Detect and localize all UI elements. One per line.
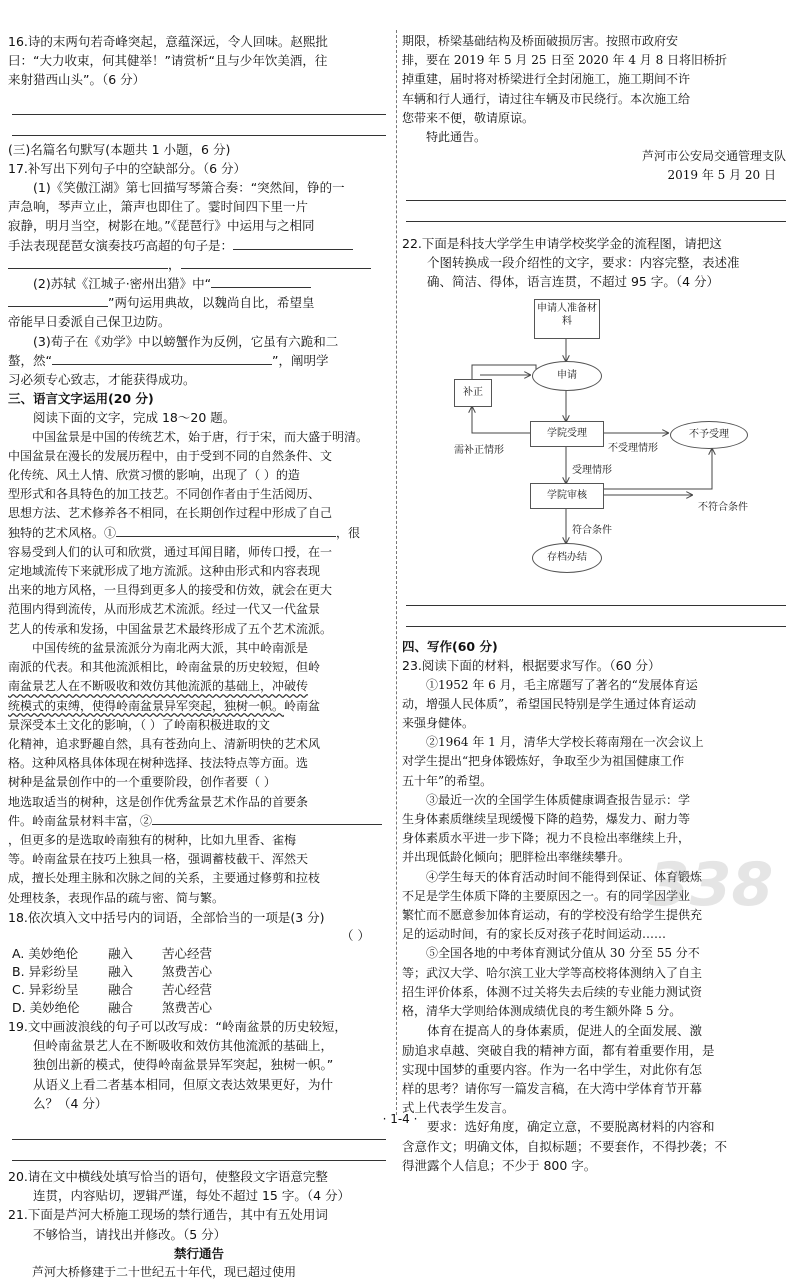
flowchart [402, 293, 790, 603]
passage-line: 思想方法、艺术修养各不相同，在长期创作过程中形成了自己 [8, 506, 333, 521]
answer-line[interactable] [12, 114, 386, 115]
q17-line [8, 274, 390, 293]
passage-line: 地选取适当的树种，这是创作优秀盆景艺术作品的首要条 [8, 794, 309, 809]
q22-line: 22.下面是科技大学学生申请学校奖学金的流程图，请把这 [402, 235, 722, 251]
q17-line: (3)荀子在《劝学》中以螃蟹作为反例，它虽有六跪和二 [33, 333, 339, 349]
passage-line: 中国盆景是中国的传统艺术，始于唐，行于宋，而大盛于明清。 [32, 429, 369, 444]
column-divider [396, 30, 397, 1115]
passage-line: 型形式和各具特色的加工技艺。不同创作者由于生活阅历、 [8, 487, 321, 502]
q22-line: 个图转换成一段介绍性的文字，要求：内容完整，表述准 [427, 254, 740, 270]
q17-line [8, 293, 390, 312]
wavy-sentence: 南盆景艺人在不断吸收和效仿其他流派的基础上，冲破传 [8, 679, 309, 694]
passage-line: 成，擅长处理主脉和次脉之间的关系，主要通过修剪和拉枝 [8, 871, 321, 886]
passage-line: 处理枝条，表现作品的疏与密、简与繁。 [8, 890, 225, 905]
arrow [602, 449, 712, 489]
q17-text: ”，阐明学 [271, 352, 329, 368]
notice-title: 禁行通告 [173, 1245, 224, 1261]
q19-line: 但岭南盆景艺人在不断吸收和效仿其他流派的基础上， [33, 1038, 334, 1054]
passage-text: 独特的艺术风格。① [8, 525, 117, 540]
prompt-line: 样的思考？请你写一篇发言稿，在大湾中学体育节开幕 [402, 1080, 703, 1096]
option-c[interactable] [8, 981, 390, 999]
right-column [402, 32, 790, 1175]
flow-label: 申请 [557, 370, 577, 382]
material-line: 动，增强人民体质”，希望国民特别是学生通过体育运动 [402, 696, 697, 711]
notice-line: 期限，桥梁基础结构及桥面破损厉害。按照市政府安 [402, 34, 679, 48]
q18-stem: 18.依次填入文中括号内的词语，全部恰当的一项是(3 分) [8, 909, 325, 925]
question-21 [8, 1205, 390, 1282]
q19-line: 从语义上看二者基本相同，但原文表达效果更好，为什 [33, 1076, 334, 1092]
blank[interactable] [211, 287, 311, 288]
prompt-line: 体育在提高人的身体素质，促进人的全面发展、激 [427, 1023, 703, 1039]
opt-text: D. 美妙绝伦 [12, 999, 80, 1015]
flow-label: 申请人准备材料 [537, 303, 597, 328]
q17-line [8, 351, 390, 370]
material-line: ②1964 年 1 月，清华大学校长蒋南翔在一次会议上 [426, 735, 704, 750]
question-18 [8, 908, 390, 1017]
answer-line[interactable] [12, 1160, 386, 1161]
q16-line: 来射猎西山头”。（6 分） [8, 72, 146, 88]
passage-line [8, 697, 390, 716]
material-line: ①1952 年 6 月，毛主席题写了著名的“发展体育运 [426, 677, 698, 692]
material-line: 繁忙而不愿意参加体育运动，有的学校没有给学生提供充 [402, 908, 703, 923]
opt-text: 融入 [108, 963, 134, 979]
prompt-line: 励追求卓越、突破自我的精神方面，都有着重要作用，是 [402, 1042, 715, 1058]
material-line: 来强身健体。 [402, 716, 475, 731]
flow-edge-label: 需补正情形 [454, 445, 504, 457]
q17-text: (2)苏轼《江城子·密州出猎》中“ [33, 276, 212, 292]
option-d[interactable] [8, 999, 390, 1017]
passage-text: 岭南盆 [284, 698, 321, 713]
flow-edge-label: 符合条件 [572, 525, 612, 537]
q23-stem: 23.阅读下面的材料，根据要求写作。（60 分） [402, 658, 661, 674]
reading-intro: 阅读下面的文字，完成 18～20 题。 [33, 410, 236, 426]
opt-text: C. 异彩纷呈 [12, 981, 79, 997]
passage-line [8, 812, 390, 831]
material-line: 等；武汉大学、哈尔滨工业大学等高校将体测纳入了自主 [402, 965, 703, 980]
material-line: 不足是学生体质下降的主要原因之一。有的同学因学业 [402, 888, 691, 903]
q16-line: 曰：“大力收束，何其健举！”请赏析“且与少年饮美酒，往 [8, 53, 328, 69]
passage-line: 容易受到人们的认可和欣赏，通过耳闻目睹，师传口授，在一 [8, 544, 333, 559]
q22-line: 确、简洁、得体，语言连贯，不超过 95 字。（4 分） [427, 274, 720, 290]
q19-line: 独创出新的模式，使得岭南盆景异军突起，独树一帜。” [33, 1057, 334, 1073]
passage-line: 等。岭南盆景在技巧上独具一格，强调蓄枝截干、浑然天 [8, 852, 309, 867]
notice-continued [402, 32, 790, 222]
material-line: 格，清华大学则给体测成绩优良的考生额外降 5 分。 [402, 1004, 682, 1019]
question-20 [8, 1167, 390, 1205]
flow-review-box [530, 483, 604, 509]
flow-label: 补正 [463, 387, 483, 399]
material-line: 生身体素质继续呈现缓慢下降的趋势，爆发力、耐力等 [402, 812, 691, 827]
passage-line: 景深受本土文化的影响，（ ）了岭南积极进取的文 [8, 717, 270, 732]
material-line: ④学生每天的体育活动时间不能得到保证、体育锻炼 [426, 869, 703, 884]
q17-line [8, 236, 390, 255]
passage-line: 中国盆景在漫长的发展历程中，由于受到不同的自然条件、文 [8, 448, 333, 463]
opt-text: B. 异彩纷呈 [12, 963, 79, 979]
section-title: 三、语言文字运用(20 分) [8, 391, 154, 407]
wavy-sentence: 统模式的束缚，使得岭南盆景异军突起，独树一帜。 [8, 698, 285, 713]
passage-line: 出来的地方风格，一旦得到更多人的接受和仿效，就会在更大 [8, 583, 333, 598]
passage-text: 南派的代表。和其他流派相比，岭南盆景的历史较短，但岭 [8, 660, 321, 675]
blank[interactable] [233, 249, 353, 250]
flow-fix-box [454, 379, 492, 407]
answer-line[interactable] [406, 626, 786, 627]
blank[interactable] [152, 824, 382, 825]
q17-line: 寂静，明月当空，树影在地。”《琵琶行》中运用与之相同 [8, 218, 315, 234]
notice-line: 特此通告。 [426, 130, 487, 145]
materials [402, 676, 790, 1022]
section-title: 四、写作(60 分) [402, 639, 498, 655]
notice-line: 车辆和行人通行，请过往车辆及市民绕行。本次施工给 [402, 91, 691, 106]
notice-line: 您带来不便，敬请原谅。 [402, 110, 535, 125]
requirement-line: 得泄露个人信息；不少于 800 字。 [402, 1157, 597, 1173]
q17-line: 声急响，琴声立止，箫声也即住了。霎时间四下里一片 [8, 199, 309, 215]
q17-line [8, 255, 390, 274]
flow-label: 学院审核 [547, 490, 587, 502]
answer-paren[interactable]: （ ） [341, 927, 370, 943]
question-22 [402, 234, 790, 292]
flow-label: 不予受理 [689, 429, 729, 441]
prompt-line: 式上代表学生发言。 [402, 1100, 515, 1116]
passage-line [8, 524, 390, 543]
option-b[interactable] [8, 963, 390, 981]
prompt-line: 实现中国梦的重要内容。作为一名中学生，对此你有怎 [402, 1061, 703, 1077]
requirement-line: 含意作文；明确文体，自拟标题；不要套作，不得抄袭；不 [402, 1138, 728, 1154]
blank[interactable] [52, 364, 272, 365]
blank[interactable] [8, 268, 168, 269]
opt-text: 苦心经营 [162, 945, 213, 961]
notice-line: 排，要在 2019 年 5 月 25 日至 2020 年 4 月 8 日将旧桥折 [402, 53, 728, 68]
requirement-line: 要求：选好角度，确定立意，不要脱离材料的内容和 [427, 1119, 715, 1135]
material-line: 并出现低龄化倾向；肥胖检出率继续攀升。 [402, 850, 631, 865]
flow-accept-box [530, 421, 604, 447]
material-line: 招生评价体系，体测不过关将失去后续的专业能力测试资 [402, 984, 703, 999]
material-line: 身体素质水平进一步下降；视力不良检出率继续上升， [402, 831, 691, 846]
notice-line: 芦河大桥修建于二十世纪五十年代，现已超过使用 [32, 1264, 297, 1279]
answer-line[interactable] [12, 1139, 386, 1140]
passage-line: 定地域流传下来就形成了地方流派。这种由形式和内容表现 [8, 564, 321, 579]
question-19 [8, 1017, 390, 1161]
q20-line: 20.请在文中横线处填写恰当的语句，使整段文字语意完整 [8, 1168, 328, 1184]
passage-line [8, 677, 390, 696]
opt-text: 苦心经营 [162, 981, 213, 997]
arrow [472, 407, 530, 433]
q19-line: 19.文中画波浪线的句子可以改写成：“岭南盆景的历史较短， [8, 1018, 347, 1034]
page-number: · 1-4 · [382, 1112, 418, 1126]
passage-text: 件。岭南盆景材料丰富，② [8, 813, 153, 828]
flow-label: 学院受理 [547, 428, 587, 440]
arrow [472, 365, 536, 379]
passage-line: 化精神，追求野趣自然，具有苍劲向上、清新明快的艺术风 [8, 736, 321, 751]
question-16 [8, 32, 390, 136]
material-line: 五十年”的希望。 [402, 773, 493, 788]
answer-line[interactable] [406, 200, 786, 201]
option-a[interactable] [8, 945, 390, 963]
opt-text: 煞费苦心 [162, 963, 213, 979]
q21-line: 不够恰当，请找出并修改。（5 分） [33, 1226, 227, 1242]
passage-line: 树种是盆景创作中的一个重要阶段，创作者要（ ） [8, 775, 276, 790]
material-line: ⑤全国各地的中考体育测试分值从 30 分至 55 分不 [426, 946, 700, 961]
section-title: (三)名篇名句默写(本题共 1 小题，6 分) [8, 141, 231, 157]
q17-line: 习必须专心致志，才能获得成功。 [8, 372, 196, 388]
passage-line: 化传统、风土人情、欣赏习惯的影响，出现了（ ）的造 [8, 468, 300, 483]
flow-edge-label: 不受理情形 [608, 443, 658, 455]
flow-label: 存档办结 [547, 552, 587, 564]
opt-text: 融合 [108, 999, 134, 1015]
opt-text: 煞费苦心 [162, 999, 213, 1015]
passage [8, 428, 390, 908]
opt-text: 融入 [108, 945, 134, 961]
notice-signature: 芦河市公安局交通管理支队 [641, 149, 786, 164]
q17-text: ， [168, 256, 181, 272]
opt-text: 融合 [108, 981, 134, 997]
passage-line: 艺人的传承和发扬，中国盆景艺术最终形成了五个艺术流派。 [8, 621, 333, 636]
question-17 [8, 159, 390, 389]
q19-line: 么？（4 分） [33, 1095, 108, 1111]
flow-prep-box [534, 299, 600, 339]
left-column [8, 32, 390, 1282]
q17-line: 帝能早日委派自己保卫边防。 [8, 314, 171, 330]
passage-line: 范围内得到流传，从而形成艺术流派。经过一代又一代盆景 [8, 602, 321, 617]
passage-text: ，很 [336, 525, 361, 540]
q21-line: 21.下面是芦河大桥施工现场的禁行通告，其中有五处用词 [8, 1207, 328, 1223]
passage-line: 中国传统的盆景流派分为南北两大派，其中岭南派是 [32, 640, 309, 655]
answer-line[interactable] [406, 221, 786, 222]
blank[interactable] [181, 268, 371, 269]
q17-line: (1)《笑傲江湖》第七回描写琴箫合奏：“突然间，铮的一 [33, 180, 345, 196]
material-line: 足的运动时间，有的家长反对孩子花时间运动…… [402, 927, 667, 942]
answer-line[interactable] [406, 605, 786, 606]
blank[interactable] [8, 306, 108, 307]
q17-text: 螯，然“ [8, 352, 52, 368]
material-line: 对学生提出“把身体锻炼好，争取至少为祖国健康工作 [402, 754, 685, 769]
passage-line: ，但更多的是选取岭南独有的树种，比如九里香、雀梅 [8, 832, 297, 847]
answer-line[interactable] [12, 135, 386, 136]
q17-text: 手法表现琵琶女演奏技巧高超的句子是： [8, 237, 234, 253]
watermark: 338 [648, 850, 774, 920]
q20-line: 连贯，内容贴切，逻辑严谨，每处不超过 15 字。（4 分） [33, 1188, 351, 1204]
notice-line: 掉重建，届时将对桥梁进行全封闭施工，施工期间不许 [402, 72, 691, 87]
notice-date: 2019 年 5 月 20 日 [667, 168, 776, 183]
q17-text: ”两句运用典故，以魏尚自比，希望皇 [108, 295, 315, 311]
flow-edge-label: 受理情形 [572, 465, 612, 477]
passage-line [8, 658, 390, 677]
flow-edge-label: 不符合条件 [698, 502, 748, 514]
blank[interactable] [116, 536, 336, 537]
q16-line: 16.诗的末两句若奇峰突起，意蕴深远，令人回味。赵熙批 [8, 34, 328, 49]
material-line: ③最近一次的全国学生体质健康调查报告显示：学 [426, 792, 691, 807]
q17-line: 17.补写出下列句子中的空缺部分。（6 分） [8, 160, 247, 176]
opt-text: A. 美妙绝伦 [12, 945, 79, 961]
passage-line: 格。这种风格具体体现在树种选择、技法特点等方面。选 [8, 756, 309, 771]
